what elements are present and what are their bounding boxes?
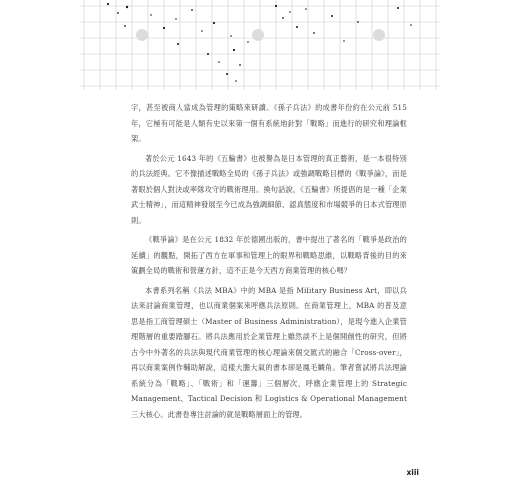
page-number: xiii [406,468,419,477]
paragraph-mba-series: 本書系列名稱《兵法 MBA》中的 MBA 是指 Military Business Art，即以兵法來討論商業管理，也以商業個案來呼應兵法原則。在商業管理上，MBA 的普及意思是指工商管理碩士（Master of Business Administration），是現今進入企業管理階層的重要踏腳石。將兵法應用於企業管理上雖然談不上是個開創性的研究，但將古今中外著名的兵法與現代商業管理的核心理論來個交匯式的融合「Cross-over」，再以商業案例作輔助解說，這樣大膽大氣的書本卻是鳳毛麟角。筆者嘗試將兵法理論系統分為「戰略」、「戰術」和「運籌」三個層次，呼應企業管理上的 Strategic Management、Tactical Decision 和 Logistics & Operational Management 三大核心。此書卷專注討論的就是戰略層面上的管理。 [131,285,407,419]
decorative-grid [80,0,440,90]
body-text [131,100,407,426]
paragraph-on-war: 《戰爭論》是在公元 1832 年於德國出版的，書中提出了著名的「戰爭是政治的延續」的觀點，開拓了西方在軍事和管理上的眼界和戰略思維，以戰略背後的目的來策劃全局的戰術和營運方針，這不正是今天西方商業管理的核心嗎？ [131,235,407,275]
paragraph-sun-tzu-continuation: 字，甚至被商人當成為管理的策略來研讀。《孫子兵法》的成書年份約在公元前 515 年，它極有可能是人類有史以來第一個有系統地針對「戰略」而進行的研究和理論框架。 [131,103,407,143]
paragraph-book-of-five-rings: 著於公元 1643 年的《五輪書》也被譽為是日本管理的真正藝術，是一本很特別的兵法經典。它不像描述戰略全局的《孫子兵法》或強調戰略目標的《戰爭論》，而是著眼於個人對決或率隊攻守的戰術理用。換句話說，《五輪書》所提倡的是一種「企業武士精神」，而這精神發展至今已成為強調細節、認真態度和市場競爭的日本式管理原則。 [131,153,407,225]
